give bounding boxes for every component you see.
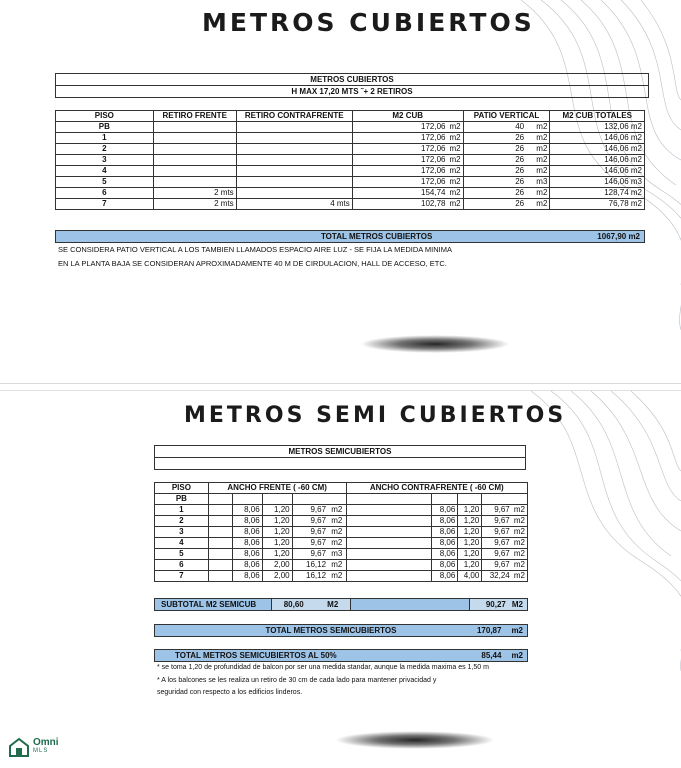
row-patio-unit: m2 bbox=[526, 133, 550, 144]
row-m2-cub: 172,06 bbox=[352, 166, 447, 177]
row-piso: 3 bbox=[56, 155, 154, 166]
table-row bbox=[56, 144, 645, 155]
row-contra-profundidad: 1,20 bbox=[458, 527, 482, 538]
row-m2-cub-unit: m2 bbox=[447, 155, 463, 166]
row-contra-unit bbox=[512, 494, 528, 505]
row-piso: 1 bbox=[155, 505, 209, 516]
row-frente-blank bbox=[208, 505, 232, 516]
row-contra-ancho: 8,06 bbox=[432, 549, 458, 560]
row-patio-vertical: 26 bbox=[463, 144, 526, 155]
row-m2-totales: 146,06 m2 bbox=[550, 155, 645, 166]
row-contra-unit: m2 bbox=[512, 505, 528, 516]
row-contra-blank bbox=[346, 560, 432, 571]
row-m2-totales: 146,06 m2 bbox=[550, 133, 645, 144]
row-contra-profundidad: 1,20 bbox=[458, 505, 482, 516]
table-row bbox=[155, 527, 528, 538]
logo-main-text: Omni bbox=[33, 737, 59, 748]
row-m2-cub: 102,78 bbox=[352, 199, 447, 210]
row-contra-m2: 9,67 bbox=[482, 516, 512, 527]
row-frente-unit: m2 bbox=[328, 505, 346, 516]
row-piso: 5 bbox=[56, 177, 154, 188]
row-retiro-frente bbox=[153, 155, 236, 166]
table-row bbox=[56, 166, 645, 177]
row-m2-cub-unit: m2 bbox=[447, 144, 463, 155]
row-m2-cub-unit: m2 bbox=[447, 199, 463, 210]
row-frente-m2: 9,67 bbox=[292, 527, 328, 538]
subtotal-back-unit: M2 bbox=[511, 599, 523, 609]
row-piso: 7 bbox=[155, 571, 209, 582]
row-contra-profundidad bbox=[458, 494, 482, 505]
note-seguridad: seguridad con respecto a los edificios linderos. bbox=[157, 689, 303, 696]
row-m2-totales: 76,78 m2 bbox=[550, 199, 645, 210]
row-piso: 4 bbox=[155, 538, 209, 549]
row-frente-blank bbox=[208, 549, 232, 560]
row-contra-ancho: 8,06 bbox=[432, 560, 458, 571]
total-semicubiertos-bar bbox=[154, 624, 528, 637]
row-patio-vertical: 26 bbox=[463, 133, 526, 144]
total-cubiertos-value: 1067,90 m2 bbox=[597, 231, 640, 241]
row-patio-unit: m3 bbox=[526, 177, 550, 188]
row-piso: 2 bbox=[56, 144, 154, 155]
row-m2-cub: 172,06 bbox=[352, 122, 447, 133]
table-row bbox=[155, 549, 528, 560]
table-header-row bbox=[56, 111, 645, 122]
page-shadow bbox=[335, 731, 495, 749]
omni-mls-logo bbox=[8, 737, 59, 757]
row-frente-blank bbox=[208, 516, 232, 527]
page-title: METROS CUBIERTOS bbox=[202, 8, 535, 37]
row-contra-m2: 9,67 bbox=[482, 549, 512, 560]
row-frente-m2: 9,67 bbox=[292, 505, 328, 516]
row-frente-m2: 9,67 bbox=[292, 549, 328, 560]
row-m2-cub-unit: m2 bbox=[447, 177, 463, 188]
note-planta-baja: EN LA PLANTA BAJA SE CONSIDERAN APROXIMADAMENTE 40 M DE CIRDULACION, HALL DE ACCESO, ETC. bbox=[58, 259, 447, 268]
row-retiro-contrafrente bbox=[236, 144, 352, 155]
row-contra-ancho: 8,06 bbox=[432, 505, 458, 516]
row-contra-unit: m2 bbox=[512, 538, 528, 549]
total-semicubiertos-value: 170,87 bbox=[476, 625, 502, 635]
row-frente-unit: m2 bbox=[328, 560, 346, 571]
row-frente-m2: 16,12 bbox=[292, 560, 328, 571]
row-m2-totales: 128,74 m2 bbox=[550, 188, 645, 199]
row-piso: 5 bbox=[155, 549, 209, 560]
row-retiro-contrafrente bbox=[236, 188, 352, 199]
row-patio-unit: m2 bbox=[526, 166, 550, 177]
row-contra-profundidad: 1,20 bbox=[458, 549, 482, 560]
logo-sub-text: MLS bbox=[33, 748, 49, 754]
row-retiro-frente bbox=[153, 166, 236, 177]
header-piso: PISO bbox=[56, 111, 154, 122]
row-m2-cub: 172,06 bbox=[352, 155, 447, 166]
row-frente-blank bbox=[208, 527, 232, 538]
metros-semicubiertos-table bbox=[154, 482, 528, 582]
table-row bbox=[56, 177, 645, 188]
row-patio-unit: m2 bbox=[526, 199, 550, 210]
total-50-value: 85,44 bbox=[481, 650, 502, 660]
total-50-unit: m2 bbox=[511, 650, 523, 660]
table-row bbox=[155, 505, 528, 516]
table-title: METROS SEMICUBIERTOS bbox=[155, 446, 526, 458]
cubiertos-title-box bbox=[55, 73, 649, 98]
row-contra-unit: m2 bbox=[512, 516, 528, 527]
table-row bbox=[155, 571, 528, 582]
row-contra-unit: m2 bbox=[512, 527, 528, 538]
total-semicubiertos-label: TOTAL METROS SEMICUBIERTOS bbox=[265, 625, 397, 635]
row-contra-blank bbox=[346, 538, 432, 549]
row-m2-totales: 146,06 m2 bbox=[550, 166, 645, 177]
row-frente-m2: 9,67 bbox=[292, 538, 328, 549]
total-semicubiertos-unit: m2 bbox=[511, 625, 523, 635]
row-frente-unit: m2 bbox=[328, 571, 346, 582]
row-frente-profundidad: 1,20 bbox=[262, 549, 292, 560]
header-retiro-contrafrente: RETIRO CONTRAFRENTE bbox=[236, 111, 352, 122]
table-title: METROS CUBIERTOS bbox=[56, 74, 649, 86]
row-contra-profundidad: 4,00 bbox=[458, 571, 482, 582]
row-piso: 7 bbox=[56, 199, 154, 210]
subtotal-front-value: 80,60 bbox=[283, 599, 304, 609]
row-patio-unit: m2 bbox=[526, 144, 550, 155]
row-contra-m2: 9,67 bbox=[482, 560, 512, 571]
row-patio-vertical: 26 bbox=[463, 166, 526, 177]
decorative-swirl-lines bbox=[511, 391, 681, 671]
header-ancho-frente: ANCHO FRENTE ( -60 CM) bbox=[208, 483, 346, 494]
row-retiro-frente bbox=[153, 122, 236, 133]
row-m2-cub: 172,06 bbox=[352, 144, 447, 155]
row-frente-profundidad: 1,20 bbox=[262, 505, 292, 516]
row-frente-unit: m3 bbox=[328, 549, 346, 560]
row-contra-blank bbox=[346, 494, 432, 505]
row-retiro-frente: 2 mts bbox=[153, 188, 236, 199]
row-frente-unit: m2 bbox=[328, 527, 346, 538]
page-title: METROS SEMI CUBIERTOS bbox=[184, 403, 567, 428]
row-frente-m2: 9,67 bbox=[292, 516, 328, 527]
subtotal-front-unit: M2 bbox=[327, 599, 339, 609]
table-row bbox=[155, 516, 528, 527]
row-frente-m2: 16,12 bbox=[292, 571, 328, 582]
row-frente-blank bbox=[208, 538, 232, 549]
row-m2-cub-unit: m2 bbox=[447, 166, 463, 177]
row-piso: 2 bbox=[155, 516, 209, 527]
table-subtitle: H MAX 17,20 MTS ˜+ 2 RETIROS bbox=[56, 86, 649, 98]
subtotal-label: SUBTOTAL M2 SEMICUB bbox=[161, 599, 257, 609]
row-patio-unit: m2 bbox=[526, 188, 550, 199]
row-retiro-contrafrente: 4 mts bbox=[236, 199, 352, 210]
total-cubiertos-label: TOTAL METROS CUBIERTOS bbox=[320, 231, 433, 241]
note-balcon-profundidad: * se toma 1,20 de profundidad de balcon por ser una medida standar, aunque la medida maxima es 1,50 m bbox=[157, 664, 489, 671]
row-contra-unit: m2 bbox=[512, 560, 528, 571]
table-row bbox=[56, 133, 645, 144]
metros-semicubiertos-page bbox=[0, 390, 681, 768]
subtotal-back-value: 90,27 bbox=[485, 599, 506, 609]
subtotal-back-box bbox=[469, 599, 527, 610]
row-contra-ancho: 8,06 bbox=[432, 571, 458, 582]
row-contra-blank bbox=[346, 549, 432, 560]
row-piso: 6 bbox=[155, 560, 209, 571]
table-row bbox=[56, 188, 645, 199]
subtotal-front-box bbox=[271, 599, 351, 610]
row-frente-ancho: 8,06 bbox=[232, 505, 262, 516]
header-retiro-frente: RETIRO FRENTE bbox=[153, 111, 236, 122]
row-m2-cub: 172,06 bbox=[352, 177, 447, 188]
row-frente-ancho: 8,06 bbox=[232, 516, 262, 527]
page-shadow bbox=[360, 335, 510, 353]
table-row bbox=[155, 538, 528, 549]
row-contra-profundidad: 1,20 bbox=[458, 560, 482, 571]
row-contra-unit: m2 bbox=[512, 549, 528, 560]
row-frente-profundidad bbox=[262, 494, 292, 505]
row-frente-m2 bbox=[292, 494, 328, 505]
row-retiro-contrafrente bbox=[236, 122, 352, 133]
row-frente-unit: m2 bbox=[328, 538, 346, 549]
row-retiro-contrafrente bbox=[236, 155, 352, 166]
total-50-bar bbox=[154, 649, 528, 662]
row-frente-blank bbox=[208, 571, 232, 582]
row-contra-ancho bbox=[432, 494, 458, 505]
row-piso: PB bbox=[155, 494, 209, 505]
table-blank-row bbox=[155, 458, 526, 470]
row-frente-profundidad: 1,20 bbox=[262, 527, 292, 538]
row-retiro-frente bbox=[153, 177, 236, 188]
row-m2-cub-unit: m2 bbox=[447, 188, 463, 199]
row-m2-cub-unit: m2 bbox=[447, 122, 463, 133]
semicubiertos-title-box bbox=[154, 445, 526, 470]
row-frente-ancho: 8,06 bbox=[232, 549, 262, 560]
row-patio-vertical: 26 bbox=[463, 155, 526, 166]
row-contra-unit: m2 bbox=[512, 571, 528, 582]
row-m2-totales: 146,06 m3 bbox=[550, 177, 645, 188]
table-row bbox=[56, 199, 645, 210]
total-cubiertos-bar bbox=[55, 230, 645, 243]
table-row bbox=[155, 494, 528, 505]
row-frente-profundidad: 1,20 bbox=[262, 516, 292, 527]
row-contra-ancho: 8,06 bbox=[432, 516, 458, 527]
row-patio-unit: m2 bbox=[526, 155, 550, 166]
row-piso: PB bbox=[56, 122, 154, 133]
row-frente-ancho: 8,06 bbox=[232, 571, 262, 582]
header-piso: PISO bbox=[155, 483, 209, 494]
row-frente-ancho: 8,06 bbox=[232, 560, 262, 571]
row-contra-profundidad: 1,20 bbox=[458, 538, 482, 549]
row-retiro-frente bbox=[153, 144, 236, 155]
note-balcon-retiro: * A los balcones se les realiza un retiro de 30 cm de cada lado para mantener privacidad y bbox=[157, 677, 437, 684]
row-piso: 3 bbox=[155, 527, 209, 538]
row-contra-m2: 9,67 bbox=[482, 505, 512, 516]
row-contra-ancho: 8,06 bbox=[432, 527, 458, 538]
header-m2-cub: M2 CUB bbox=[352, 111, 463, 122]
row-contra-blank bbox=[346, 505, 432, 516]
table-header-row bbox=[155, 483, 528, 494]
total-50-label: TOTAL METROS SEMICUBIERTOS AL 50% bbox=[175, 650, 337, 660]
row-m2-cub-unit: m2 bbox=[447, 133, 463, 144]
row-contra-blank bbox=[346, 527, 432, 538]
row-frente-ancho: 8,06 bbox=[232, 527, 262, 538]
header-patio-vertical: PATIO VERTICAL bbox=[463, 111, 550, 122]
row-piso: 1 bbox=[56, 133, 154, 144]
row-piso: 6 bbox=[56, 188, 154, 199]
row-contra-m2 bbox=[482, 494, 512, 505]
row-contra-m2: 32,24 bbox=[482, 571, 512, 582]
row-retiro-frente bbox=[153, 133, 236, 144]
row-frente-profundidad: 1,20 bbox=[262, 538, 292, 549]
row-contra-m2: 9,67 bbox=[482, 527, 512, 538]
header-ancho-contrafrente: ANCHO CONTRAFRENTE ( -60 CM) bbox=[346, 483, 527, 494]
table-row bbox=[56, 155, 645, 166]
row-frente-blank bbox=[208, 560, 232, 571]
row-patio-vertical: 26 bbox=[463, 188, 526, 199]
row-m2-totales: 132,06 m2 bbox=[550, 122, 645, 133]
row-retiro-contrafrente bbox=[236, 166, 352, 177]
table-row bbox=[56, 122, 645, 133]
row-patio-vertical: 26 bbox=[463, 199, 526, 210]
row-frente-profundidad: 2,00 bbox=[262, 571, 292, 582]
row-retiro-contrafrente bbox=[236, 177, 352, 188]
row-m2-totales: 146,06 m2 bbox=[550, 144, 645, 155]
row-frente-ancho bbox=[232, 494, 262, 505]
row-frente-blank bbox=[208, 494, 232, 505]
table-row bbox=[155, 560, 528, 571]
row-contra-blank bbox=[346, 516, 432, 527]
row-patio-unit: m2 bbox=[526, 122, 550, 133]
row-frente-ancho: 8,06 bbox=[232, 538, 262, 549]
note-patio-vertical: SE CONSIDERA PATIO VERTICAL A LOS TAMBIEN LLAMADOS ESPACIO AIRE LUZ - SE FIJA LA MEDIDA MINIMA bbox=[58, 245, 452, 254]
row-frente-unit bbox=[328, 494, 346, 505]
row-contra-ancho: 8,06 bbox=[432, 538, 458, 549]
subtotal-bar bbox=[154, 598, 528, 611]
row-retiro-frente: 2 mts bbox=[153, 199, 236, 210]
row-piso: 4 bbox=[56, 166, 154, 177]
row-m2-cub: 154,74 bbox=[352, 188, 447, 199]
row-contra-blank bbox=[346, 571, 432, 582]
metros-cubiertos-table bbox=[55, 110, 645, 210]
row-patio-vertical: 26 bbox=[463, 177, 526, 188]
row-retiro-contrafrente bbox=[236, 133, 352, 144]
row-contra-m2: 9,67 bbox=[482, 538, 512, 549]
row-frente-profundidad: 2,00 bbox=[262, 560, 292, 571]
header-m2-cub-totales: M2 CUB TOTALES bbox=[550, 111, 645, 122]
row-m2-cub: 172,06 bbox=[352, 133, 447, 144]
row-patio-vertical: 40 bbox=[463, 122, 526, 133]
row-frente-unit: m2 bbox=[328, 516, 346, 527]
row-contra-profundidad: 1,20 bbox=[458, 516, 482, 527]
house-logo-icon bbox=[8, 737, 30, 757]
